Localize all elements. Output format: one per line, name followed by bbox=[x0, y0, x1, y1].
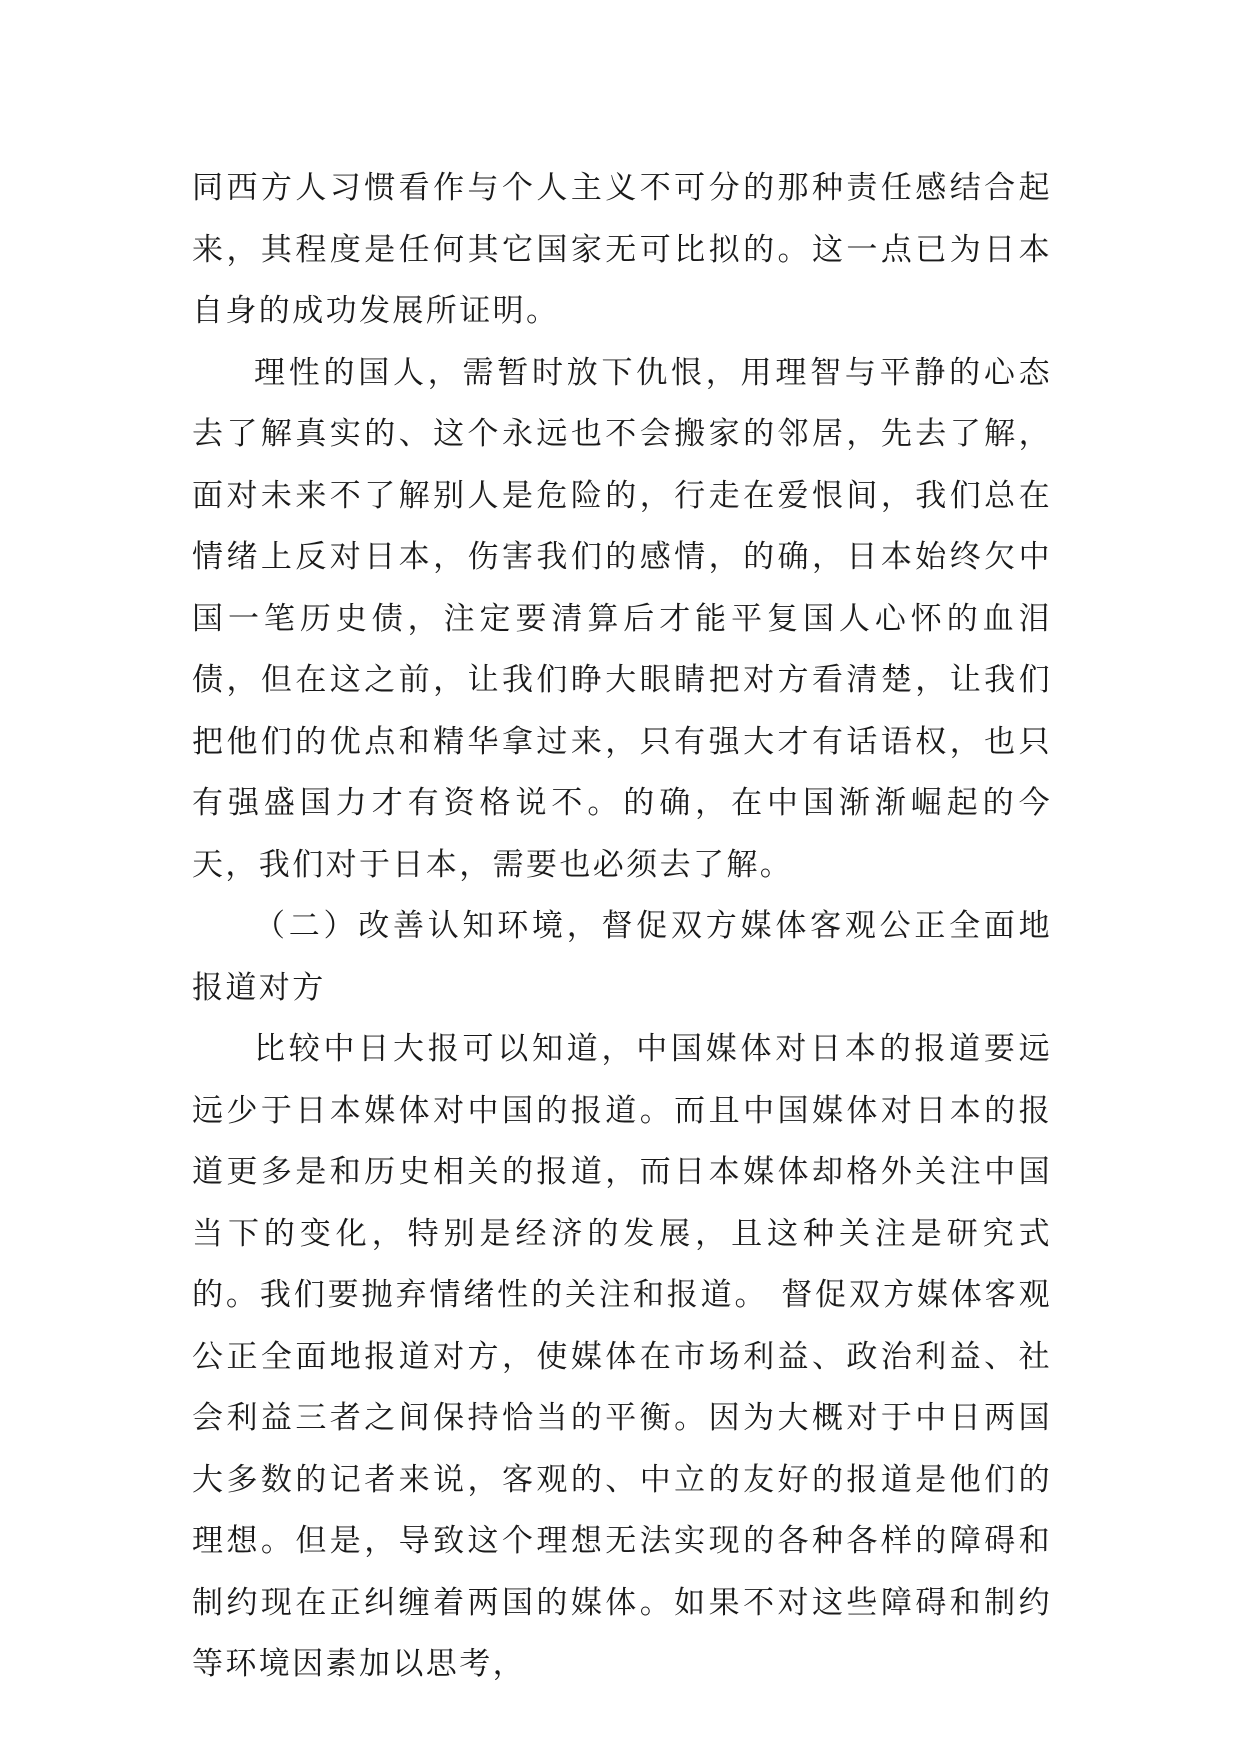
paragraph-media-comparison: 比较中日大报可以知道，中国媒体对日本的报道要远远少于日本媒体对中国的报道。而且中国媒体对日本的报道更多是和历史相关的报道，而日本媒体却格外关注中国当下的变化，特别是经济的发展，且这种关注是研究式的。我们要抛弃情绪性的关注和报道。 督促双方媒体客观公正全面地报道对方，使媒体在市场利益、政治利益、社会利益三者之间保持恰当的平衡。因为大概对于中日两国大多数的记者来说，客观的、中立的友好的报道是他们的理想。但是，导致这个理想无法实现的各种各样的障碍和制约现在正纠缠着两国的媒体。如果不对这些障碍和制约等环境因素加以思考， bbox=[192, 1031, 1052, 1682]
body-text bbox=[192, 158, 1052, 1696]
paragraph-rational-citizens: 理性的国人，需暂时放下仇恨，用理智与平静的心态去了解真实的、这个永远也不会搬家的邻居，先去了解，面对未来不了解别人是危险的，行走在爱恨间，我们总在情绪上反对日本，伤害我们的感情，的确，日本始终欠中国一笔历史债，注定要清算后才能平复国人心怀的血泪债，但在这之前，让我们睁大眼睛把对方看清楚，让我们把他们的优点和精华拿过来，只有强大才有话语权，也只有强盛国力才有资格说不。的确，在中国渐渐崛起的今天，我们对于日本，需要也必须去了解。 bbox=[192, 354, 1052, 883]
section-heading-media: （二）改善认知环境，督促双方媒体客观公正全面地报道对方 bbox=[192, 908, 1052, 1006]
paragraph-continuation: 同西方人习惯看作与个人主义不可分的那种责任感结合起来，其程度是任何其它国家无可比拟的。这一点已为日本自身的成功发展所证明。 bbox=[192, 170, 1052, 329]
